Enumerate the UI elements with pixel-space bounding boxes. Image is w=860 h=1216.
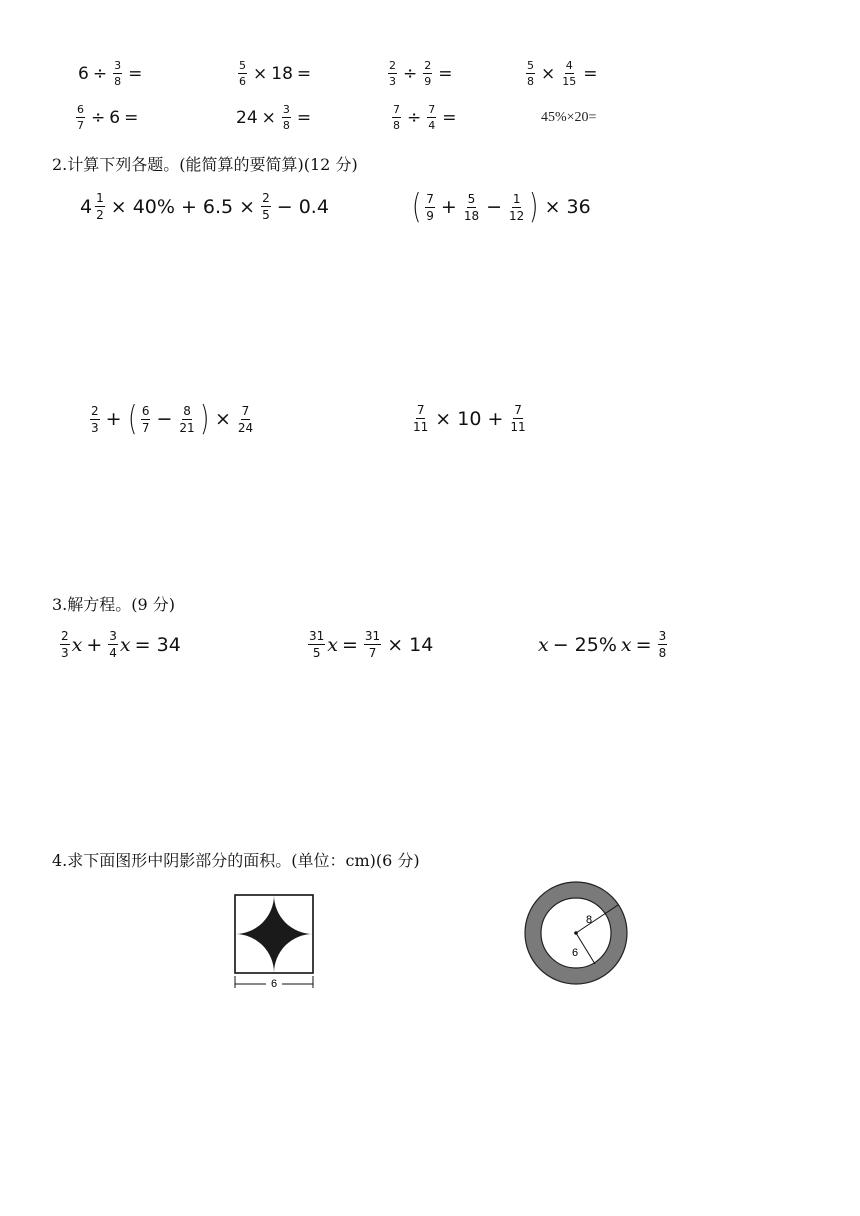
section-2-title: 2.计算下列各题。(能简算的要简算)(12 分) bbox=[52, 155, 358, 174]
calc-problem-1: 4 $\frac{1}{2}$ × 40% + 6.5 × $\frac{2}{5}$ − 0.4 bbox=[80, 191, 329, 222]
equation-1: $\frac{2}{3}$ x + $\frac{3}{4}$ x = 34 bbox=[61, 629, 181, 660]
calc-problem-2: ( $\frac{7}{9}$ + $\frac{5}{18}$ − $\frac{1}{12}$ ) × 36 bbox=[411, 187, 591, 227]
section-4-title: 4.求下面图形中阴影部分的面积。(单位：cm)(6 分) bbox=[52, 851, 420, 870]
outer-radius-label: 8 bbox=[586, 914, 593, 926]
equation-2: $\frac{31}{5}$ x = $\frac{31}{7}$ × 14 bbox=[309, 629, 434, 660]
oral-problem-5: $\frac{6}{7}$ ÷ 6 = bbox=[77, 103, 139, 132]
calc-problem-3: $\frac{2}{3}$ + ( $\frac{6}{7}$ − $\frac{8}{21}$ ) × $\frac{7}{24}$ bbox=[91, 399, 254, 439]
equation-3: x − 25% x = $\frac{3}{8}$ bbox=[538, 629, 667, 660]
oral-problem-7: $\frac{7}{8}$ ÷ $\frac{7}{4}$ = bbox=[393, 103, 457, 132]
oral-problem-3: $\frac{2}{3}$ ÷ $\frac{2}{9}$ = bbox=[389, 59, 453, 88]
oral-problem-4: $\frac{5}{8}$ × $\frac{4}{15}$ = bbox=[527, 59, 598, 88]
center-point bbox=[574, 931, 578, 935]
oral-problem-1: 6 ÷ $\frac{3}{8}$ = bbox=[78, 59, 143, 88]
ring-figure bbox=[522, 880, 632, 988]
calc-problem-4: $\frac{7}{11}$ × 10 + $\frac{7}{11}$ bbox=[413, 403, 526, 434]
square-figure bbox=[228, 890, 320, 990]
inner-radius-label: 6 bbox=[572, 947, 579, 959]
oral-problem-8: 45%×20= bbox=[541, 110, 597, 125]
side-length-label: 6 bbox=[270, 978, 278, 990]
section-3-title: 3.解方程。(9 分) bbox=[52, 595, 176, 614]
oral-problem-2: $\frac{5}{6}$ × 18 = bbox=[239, 59, 312, 88]
oral-problem-6: 24 × $\frac{3}{8}$ = bbox=[236, 103, 312, 132]
shaded-star-region bbox=[235, 895, 313, 973]
